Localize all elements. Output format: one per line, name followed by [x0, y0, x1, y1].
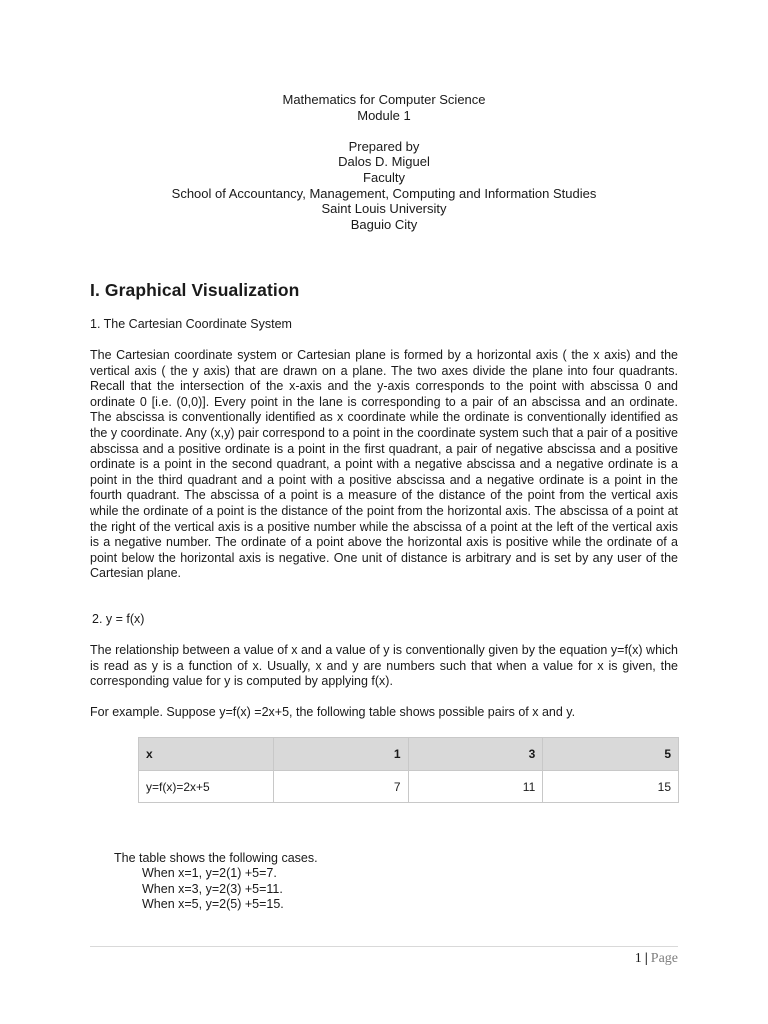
- page-separator: |: [644, 951, 648, 966]
- table-cell: 15: [543, 771, 679, 803]
- table-header-cell: 1: [273, 738, 408, 771]
- module-label: Module 1: [357, 107, 411, 123]
- city-name: Baguio City: [350, 216, 418, 232]
- case-item: When x=5, y=2(5) +5=15.: [142, 896, 284, 911]
- prepared-by-label: Prepared by: [348, 138, 420, 154]
- table-header-row: [139, 738, 679, 771]
- cases-intro: The table shows the following cases.: [114, 851, 318, 865]
- case-item: When x=3, y=2(3) +5=11.: [142, 881, 283, 896]
- title-block: [90, 92, 678, 232]
- page-footer: [635, 951, 678, 967]
- footer-divider: [90, 946, 678, 947]
- section-heading: I. Graphical Visualization: [90, 280, 300, 300]
- page-number: 1: [634, 951, 642, 966]
- paragraph-example: For example. Suppose y=f(x) =2x+5, the following table shows possible pairs of x and y.: [90, 705, 576, 719]
- table-header-cell: 3: [408, 738, 543, 771]
- page-label: Page: [650, 951, 678, 966]
- course-title: Mathematics for Computer Science: [282, 92, 486, 107]
- paragraph-function: The relationship between a value of x and a value of y is conventionally given by the equation y=f(x) which is read as y is a function of x. Usually, x and y are numbers such that when a value for x is given, the corresponding value for y is computed by applying f(x).: [90, 643, 678, 689]
- table-cell: y=f(x)=2x+5: [139, 771, 274, 803]
- case-item: When x=1, y=2(1) +5=7.: [142, 866, 277, 881]
- cases-block: [114, 851, 318, 912]
- table-cell: 7: [273, 771, 408, 803]
- university-name: Saint Louis University: [321, 201, 447, 217]
- author-role: Faculty: [363, 169, 405, 185]
- table-header-cell: 5: [543, 738, 679, 771]
- table-row: [139, 771, 679, 803]
- author-name: Dalos D. Miguel: [338, 154, 430, 170]
- table-cell: 11: [408, 771, 543, 803]
- subsection-title-function: 2. y = f(x): [92, 612, 145, 626]
- values-table: [138, 737, 679, 803]
- paragraph-cartesian: The Cartesian coordinate system or Cartesian plane is formed by a horizontal axis ( the x axis) and the vertical axis ( the y axis) that are drawn on a plane. The two axes divide the plane into four quadrants. Recall that the intersection of the x-axis and the y-axis corresponds to the point with abscissa 0 and ordinate 0 [i.e. (0,0)]. Every point in the lane is corresponding to a pair of an abscissa and an ordinate. The abscissa is conventionally identified as x coordinate while the ordinate is conventionally identified as the y coordinate. Any (x,y) pair correspond to a point in the coordinate system such that a pair of a positive abscissa and a positive ordinate is a point in the first quadrant, a pair of negative abscissa and a positive ordinate is a point in the second quadrant, a point with a negative abscissa and a negative ordinate is a point in the third quadrant and a point with a positive abscissa and a negative ordinate is a point in the fourth quadrant. The abscissa of a point is a measure of the distance of the point from the vertical axis while the ordinate of a point is the distance of the point from the horizontal axis. The abscissa of a point at the right of the vertical axis is a positive number while the abscissa of a point at the left of the vertical axis is a negative number. The ordinate of a point above the horizontal axis is positive while the ordinate of a point below the horizontal axis is negative. One unit of distance is arbitrary and is set by any user of the Cartesian plane.: [90, 348, 678, 581]
- table-header-cell: x: [139, 738, 274, 771]
- school-name: School of Accountancy, Management, Computing and Information Studies: [171, 185, 597, 201]
- subsection-title-cartesian: 1. The Cartesian Coordinate System: [90, 317, 292, 331]
